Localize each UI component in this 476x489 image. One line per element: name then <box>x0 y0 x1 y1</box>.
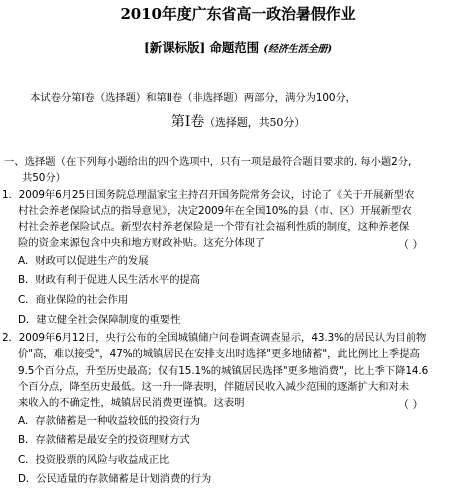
question-1-line: 1．2009年6月25日国务院总理温家宝主持召开国务院常务会议，讨论了《关于开展新型农 <box>2 189 415 201</box>
question-2-line: 价"高，难以接受"，47%的城镇居民在安排支出时选择"更多地储蓄"，此比例比上季提高 <box>18 348 420 360</box>
option-c: C．商业保险的社会作用 <box>18 294 129 306</box>
question-2-line: 个百分点，降至历史最低。这一升一降表明，伴随居民收入减少范围的逐渐扩大和对未 <box>18 381 410 393</box>
question-1-line: 村社会养老保险试点的指导意见》，决定2009年在全国10%的县（市、区）开展新型农 <box>18 205 412 217</box>
question-2-line: 来收入的不确定性，城镇居民消费更谨慎。这表明 <box>18 397 245 409</box>
option-a: A．存款储蓄是一种收益较低的投资行为 <box>18 415 200 427</box>
subtitle-note: (经济生活全册) <box>263 44 333 55</box>
section-heading <box>0 115 476 130</box>
answer-blank: （ ） <box>398 238 424 251</box>
option-c: C．投资股票的风险与收益成正比 <box>18 454 170 466</box>
question-2-line: 9.5个百分点，升至历史最高；仅有15.1%的城镇居民选择"更多地消费"，比上季下降14.6 <box>18 365 429 377</box>
option-d: D．公民适量的存款储蓄是计划消费的行为 <box>18 473 212 485</box>
section-note: （选择题，共50分） <box>204 116 306 129</box>
subtitle-text: [新课标版] 命题范围 <box>143 40 260 55</box>
option-b: B．财政有利于促进人民生活水平的提高 <box>18 274 200 286</box>
intro-text: 本试卷分第Ⅰ卷（选择题）和第Ⅱ卷（非选择题）两部分，满分为100分， <box>30 92 356 104</box>
instructions-line-2: 共50分） <box>22 172 66 184</box>
option-d: D．建立健全社会保障制度的重要性 <box>18 314 181 326</box>
section-title: 第Ⅰ卷 <box>170 114 205 130</box>
document-subtitle <box>0 41 476 57</box>
option-a: A．财政可以促进生产的发展 <box>18 255 149 267</box>
question-1-line: 村社会养老保险试点。新型农村养老保险是一个带有社会福利性质的制度，这种养老保 <box>18 221 410 233</box>
document-title: 2010年度广东省高一政治暑假作业 <box>120 5 356 23</box>
answer-blank: （ ） <box>398 398 424 411</box>
instructions-line-1: 一、选择题（在下列每小题给出的四个选项中，只有一项是最符合题目要求的. 每小题2分, <box>4 156 412 168</box>
question-1-line: 险的资金来源包含中央和地方财政补贴。这充分体现了 <box>18 237 265 249</box>
question-2-line: 2．2009年6月12日，央行公布的全国城镇储户问卷调查调查显示，43.3%的居民认为目前物 <box>2 332 427 344</box>
option-b: B．存款储蓄是最安全的投资理财方式 <box>18 434 190 446</box>
